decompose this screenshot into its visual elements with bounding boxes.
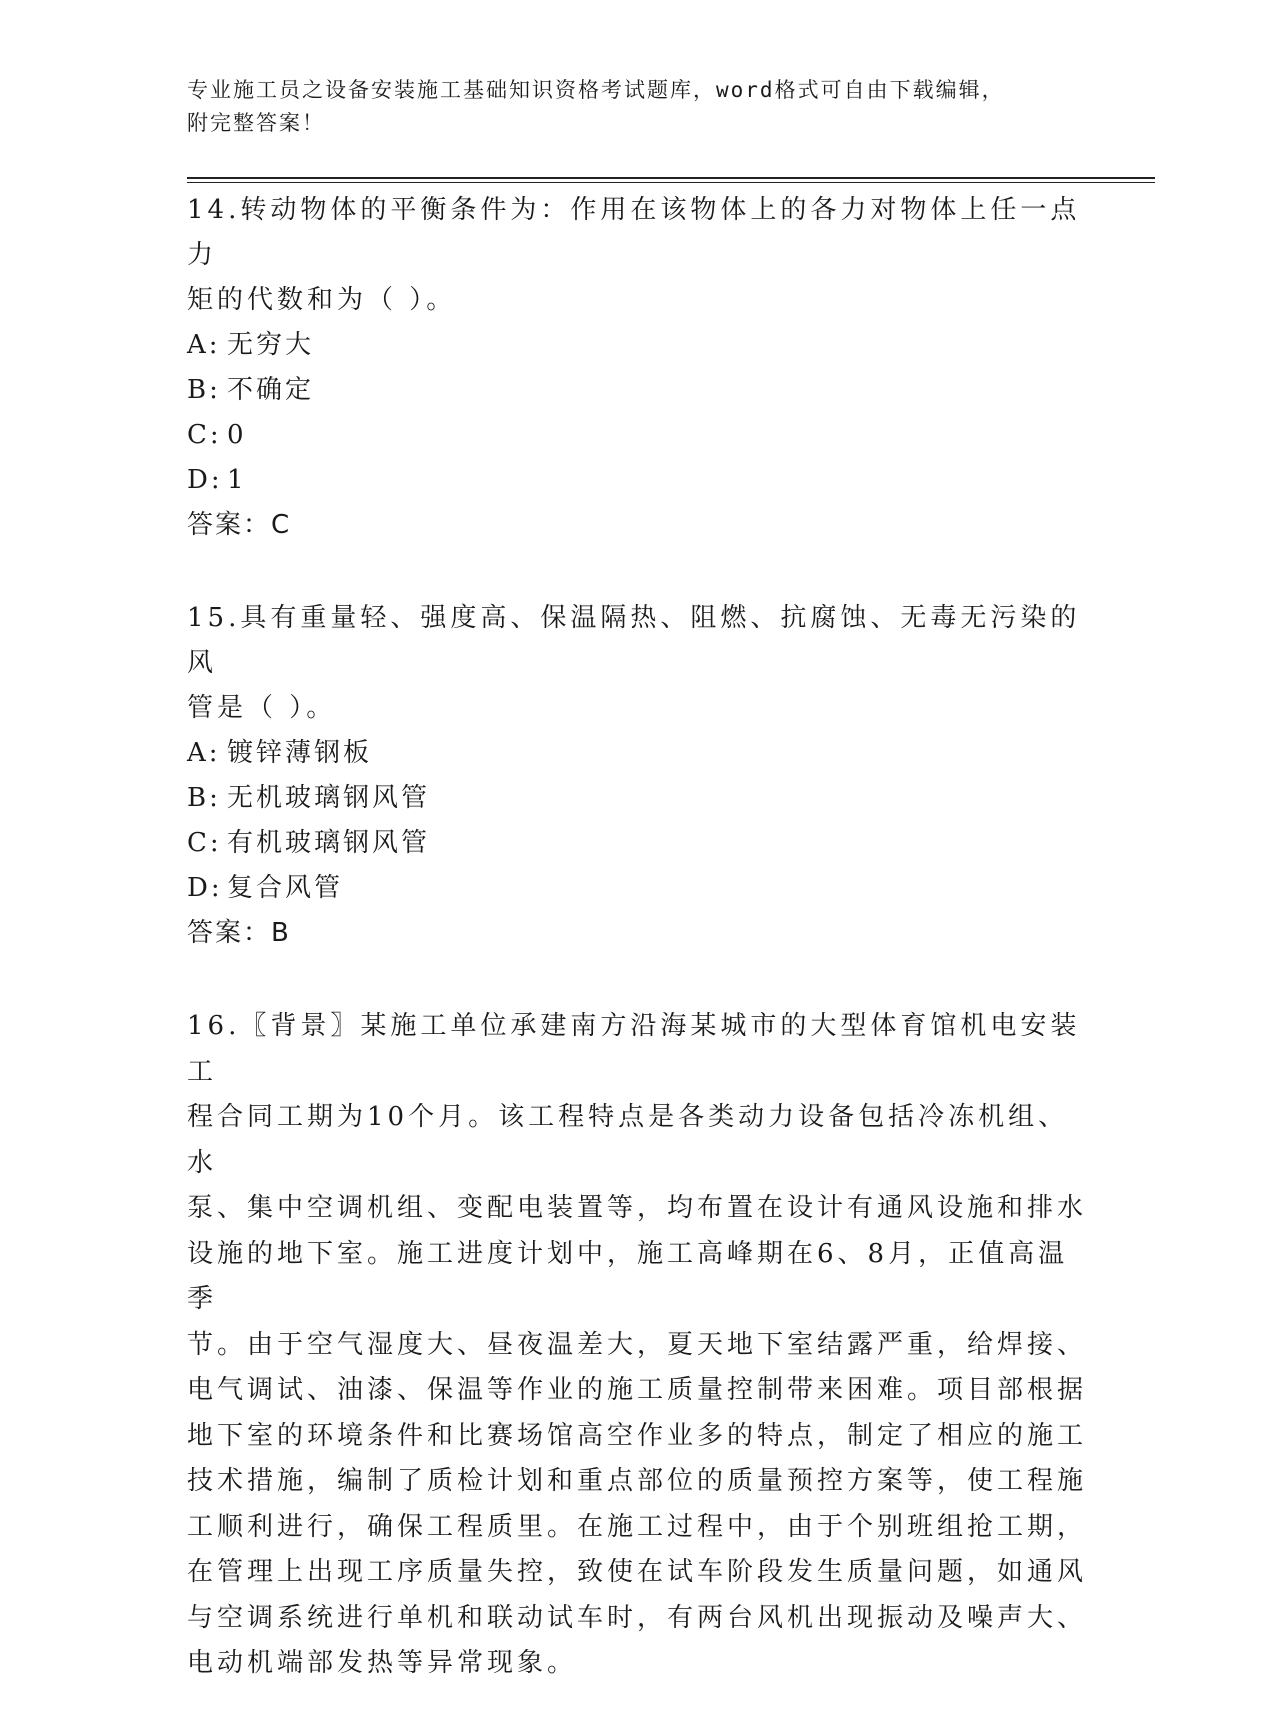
option-d [187,866,1087,911]
question-stem-line: 矩的代数和为（ ）。 [187,285,457,315]
option-text: 复合风管 [227,873,344,903]
header-divider-thin [187,182,1155,183]
option-text: 无穷大 [227,330,315,360]
option-text: 1 [227,465,247,495]
answer-label: 答案：C [187,510,292,540]
option-letter: C: [187,828,222,858]
option-text: 镀锌薄钢板 [227,738,373,768]
question-15 [187,596,1087,956]
option-letter: D: [187,465,223,495]
question-16-line: 节。由于空气湿度大、昼夜温差大，夏天地下室结露严重，给焊接、 [187,1329,1088,1360]
question-16-line: 技术措施，编制了质检计划和重点部位的质量预控方案等，使工程施 [187,1466,1088,1496]
question-16-line: 地下室的环境条件和比赛场馆高空作业多的特点，制定了相应的施工 [187,1420,1088,1451]
option-b [187,776,1087,821]
option-a [187,323,1087,368]
question-stem-line: 15.具有重量轻、强度高、保温隔热、阻燃、抗腐蚀、无毒无污染的风 [187,603,1081,678]
option-c [187,821,1087,866]
option-a [187,731,1087,776]
header-line-2: 附完整答案！ [187,111,325,135]
question-16-line: 泵、集中空调机组、变配电装置等，均布置在设计有通风设施和排水 [187,1193,1088,1223]
question-16-line: 16.〖背景〗某施工单位承建南方沿海某城市的大型体育馆机电安装工 [187,1011,1081,1087]
option-b [187,368,1087,413]
header-line-1: 专业施工员之设备安装施工基础知识资格考试题库，word格式可自由下载编辑， [187,78,1005,102]
question-16-line: 在管理上出现工序质量失控，致使在试车阶段发生质量问题，如通风 [187,1557,1088,1587]
option-text: 有机玻璃钢风管 [227,828,431,858]
option-letter: A: [187,738,221,768]
option-d [187,458,1087,503]
option-letter: C: [187,420,222,450]
question-14 [187,188,1087,548]
option-text: 0 [227,420,247,450]
header-divider-thick [187,177,1155,179]
question-16-line: 电气调试、油漆、保温等作业的施工质量控制带来困难。项目部根据 [187,1375,1088,1405]
questions-content [187,188,1087,1735]
option-text: 无机玻璃钢风管 [227,783,431,813]
option-letter: D: [187,873,223,903]
option-letter: A: [187,330,221,360]
question-stem-line: 14.转动物体的平衡条件为：作用在该物体上的各力对物体上任一点力 [187,195,1081,270]
question-16 [187,1004,1087,1687]
question-16-line: 程合同工期为10个月。该工程特点是各类动力设备包括冷冻机组、水 [187,1102,1069,1178]
option-text: 不确定 [227,375,315,405]
document-header [187,74,1067,140]
option-letter: B: [187,783,221,813]
question-16-line: 设施的地下室。施工进度计划中，施工高峰期在6、8月，正值高温季 [187,1238,1069,1314]
question-16-line: 与空调系统进行单机和联动试车时，有两台风机出现振动及噪声大、 [187,1602,1088,1633]
option-c [187,413,1087,458]
question-16-line: 工顺利进行，确保工程质里。在施工过程中，由于个别班组抢工期， [187,1511,1088,1542]
option-letter: B: [187,375,221,405]
answer-label: 答案：B [187,918,291,948]
question-16-line: 电动机端部发热等异常现象。 [187,1648,578,1678]
question-stem-line: 管是（ ）。 [187,693,337,723]
